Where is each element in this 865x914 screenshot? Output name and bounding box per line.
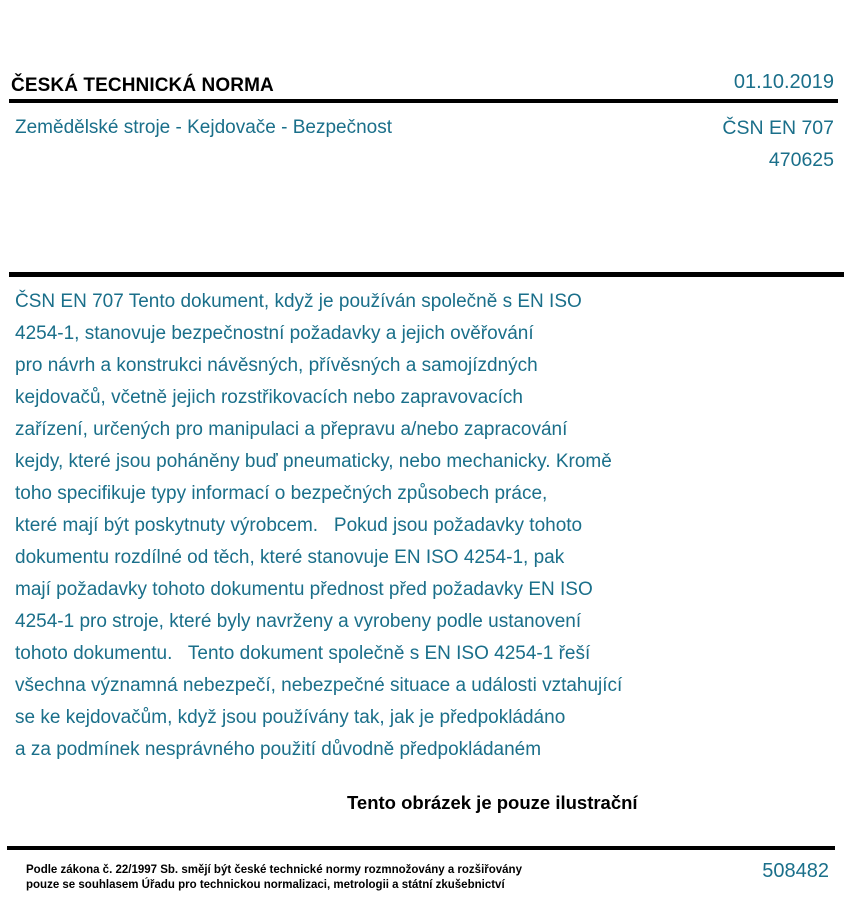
document-id: 508482 bbox=[762, 860, 829, 882]
abstract-line: se ke kejdovačům, když jsou používány tak, jak je předpokládáno bbox=[15, 707, 566, 728]
abstract-line: zařízení, určených pro manipulaci a přepravu a/nebo zapracování bbox=[15, 419, 568, 440]
abstract-text bbox=[15, 286, 715, 766]
abstract-line: toho specifikuje typy informací o bezpečných způsobech práce, bbox=[15, 483, 548, 504]
header-divider bbox=[9, 99, 838, 103]
abstract-line: dokumentu rozdílné od těch, které stanovuje EN ISO 4254-1, pak bbox=[15, 547, 565, 568]
abstract-line: 4254-1, stanovuje bezpečnostní požadavky a jejich ověřování bbox=[15, 323, 534, 344]
footer-divider bbox=[7, 846, 835, 850]
standard-code: ČSN EN 707 bbox=[722, 117, 834, 139]
page-title: ČESKÁ TECHNICKÁ NORMA bbox=[11, 75, 274, 96]
issue-date: 01.10.2019 bbox=[733, 71, 834, 93]
abstract-line: kejdy, které jsou poháněny buď pneumaticky, nebo mechanicky. Kromě bbox=[15, 451, 612, 472]
abstract-line: které mají být poskytnuty výrobcem. Pokud jsou požadavky tohoto bbox=[15, 515, 583, 536]
abstract-line: a za podmínek nesprávného použití důvodně předpokládaném bbox=[15, 739, 542, 760]
section-divider bbox=[9, 272, 844, 277]
legal-line: Podle zákona č. 22/1997 Sb. smějí být české technické normy rozmnožovány a rozšiřovány bbox=[26, 864, 522, 876]
legal-notice bbox=[26, 863, 522, 893]
standard-subject: Zemědělské stroje - Kejdovače - Bezpečnost bbox=[15, 117, 393, 138]
abstract-line: kejdovačů, včetně jejich rozstřikovacích nebo zapravovacích bbox=[15, 387, 523, 408]
abstract-line: mají požadavky tohoto dokumentu přednost před požadavky EN ISO bbox=[15, 579, 593, 600]
abstract-line: všechna významná nebezpečí, nebezpečné situace a události vztahující bbox=[15, 675, 623, 696]
illustration-note: Tento obrázek je pouze ilustrační bbox=[347, 792, 638, 813]
abstract-line: ČSN EN 707 Tento dokument, když je používán společně s EN ISO bbox=[15, 291, 582, 312]
abstract-line: 4254-1 pro stroje, které byly navrženy a vyrobeny podle ustanovení bbox=[15, 611, 582, 632]
abstract-line: pro návrh a konstrukci návěsných, přívěsných a samojízdných bbox=[15, 355, 538, 376]
legal-line: pouze se souhlasem Úřadu pro technickou normalizaci, metrologii a státní zkušebnictví bbox=[26, 879, 505, 891]
classification-number: 470625 bbox=[768, 149, 834, 171]
abstract-line: tohoto dokumentu. Tento dokument společně s EN ISO 4254-1 řeší bbox=[15, 643, 591, 664]
